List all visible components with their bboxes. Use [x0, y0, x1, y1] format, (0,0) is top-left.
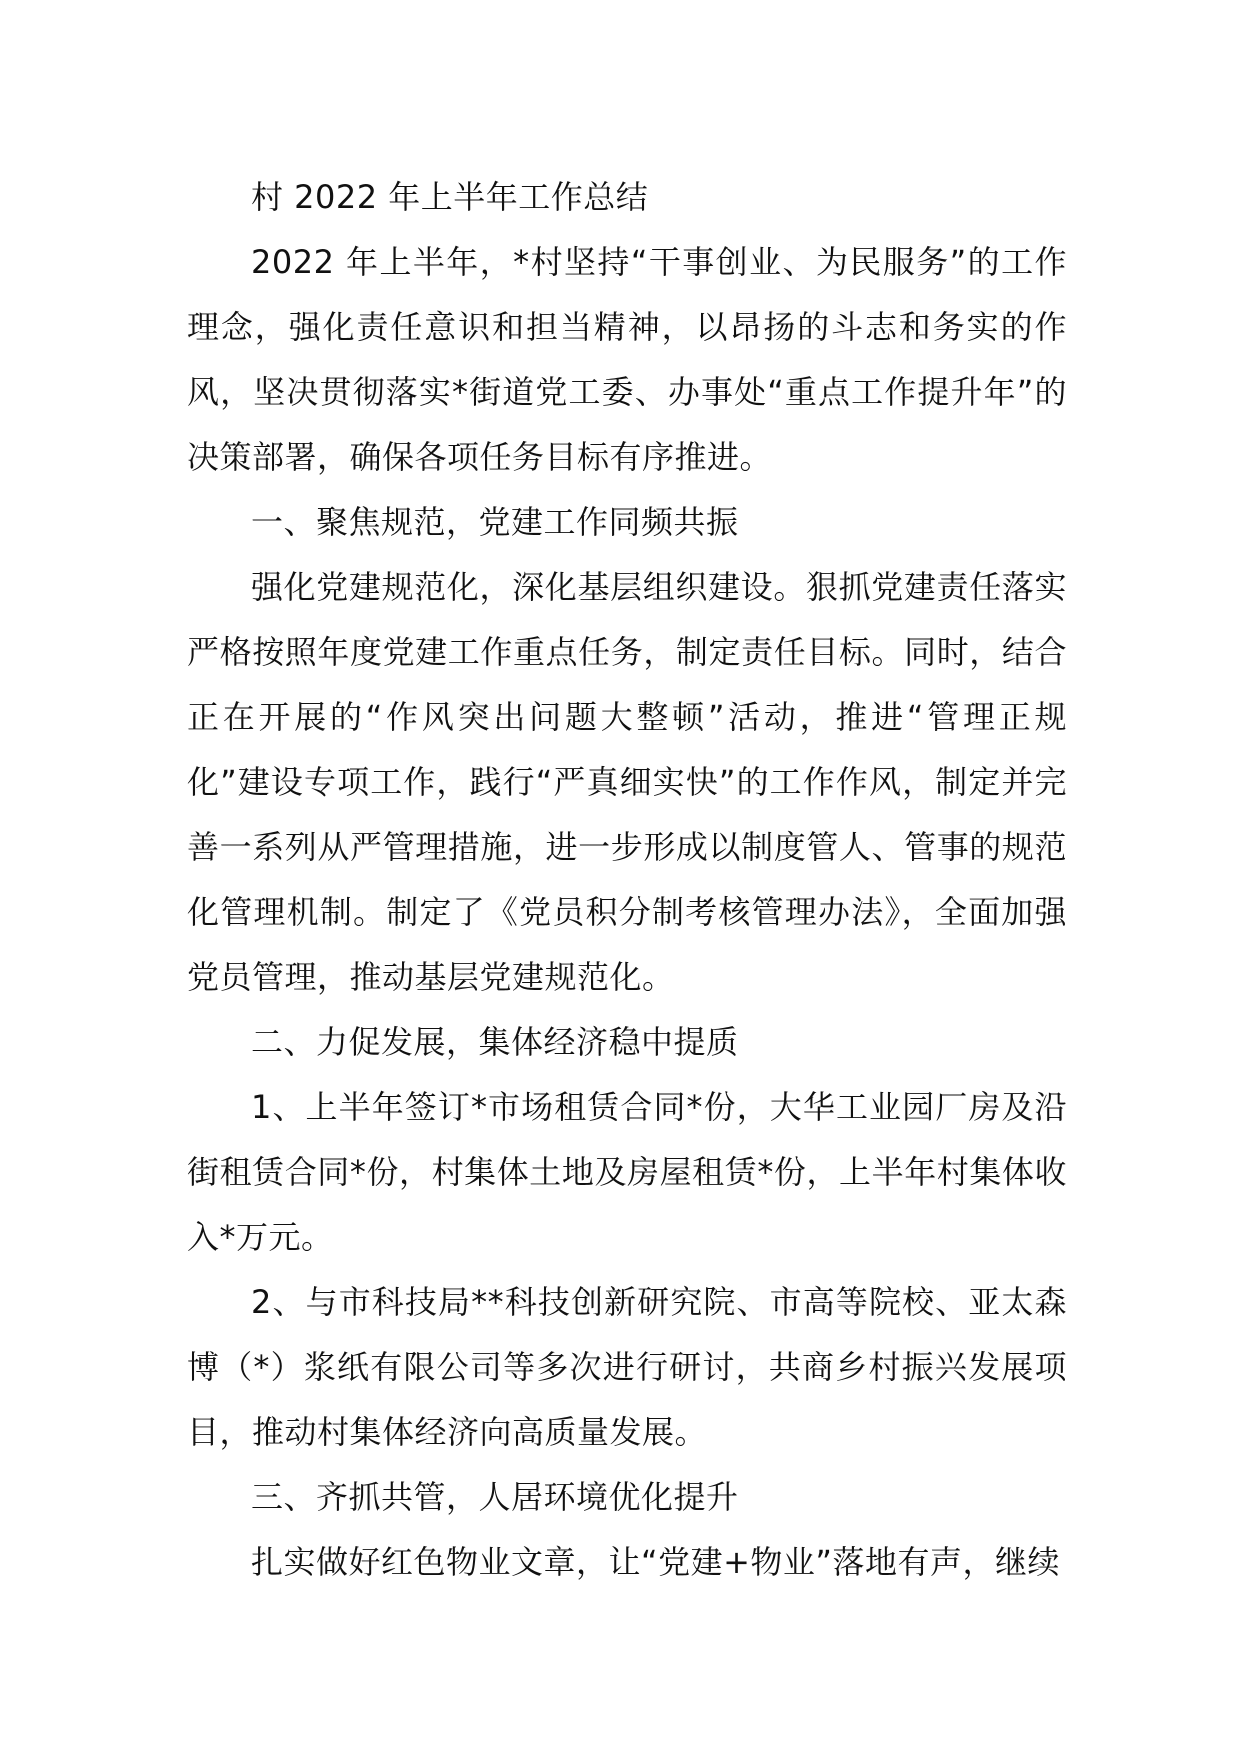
section-2-heading: 二、力促发展，集体经济稳中提质: [251, 1023, 739, 1061]
section-2-item-2: 2、与市科技局**科技创新研究院、市高等院校、亚太森博（*）浆纸有限公司等多次进行研讨，共商乡村振兴发展项目，推动村集体经济向高质量发展。: [187, 1283, 1067, 1451]
section-3-paragraph: 扎实做好红色物业文章，让“党建+物业”落地有声，继续: [251, 1543, 1060, 1581]
section-3-heading: 三、齐抓共管，人居环境优化提升: [251, 1478, 739, 1516]
section-2-item-1: 1、上半年签订*市场租赁合同*份，大华工业园厂房及沿街租赁合同*份，村集体土地及房屋租赁*份，上半年村集体收入*万元。: [187, 1088, 1067, 1256]
intro-paragraph: 2022 年上半年，*村坚持“干事创业、为民服务”的工作理念，强化责任意识和担当精神，以昂扬的斗志和务实的作风，坚决贯彻落实*街道党工委、办事处“重点工作提升年”的决策部署，确保各项任务目标有序推进。: [187, 243, 1067, 476]
document-body: [187, 165, 1067, 1595]
document-title: 村 2022 年上半年工作总结: [251, 178, 649, 216]
section-1-paragraph: 强化党建规范化，深化基层组织建设。狠抓党建责任落实严格按照年度党建工作重点任务，制定责任目标。同时，结合正在开展的“作风突出问题大整顿”活动，推进“管理正规化”建设专项工作，践行“严真细实快”的工作作风，制定并完善一系列从严管理措施，进一步形成以制度管人、管事的规范化管理机制。制定了《党员积分制考核管理办法》，全面加强党员管理，推动基层党建规范化。: [187, 568, 1067, 996]
section-1-heading: 一、聚焦规范，党建工作同频共振: [251, 503, 739, 541]
